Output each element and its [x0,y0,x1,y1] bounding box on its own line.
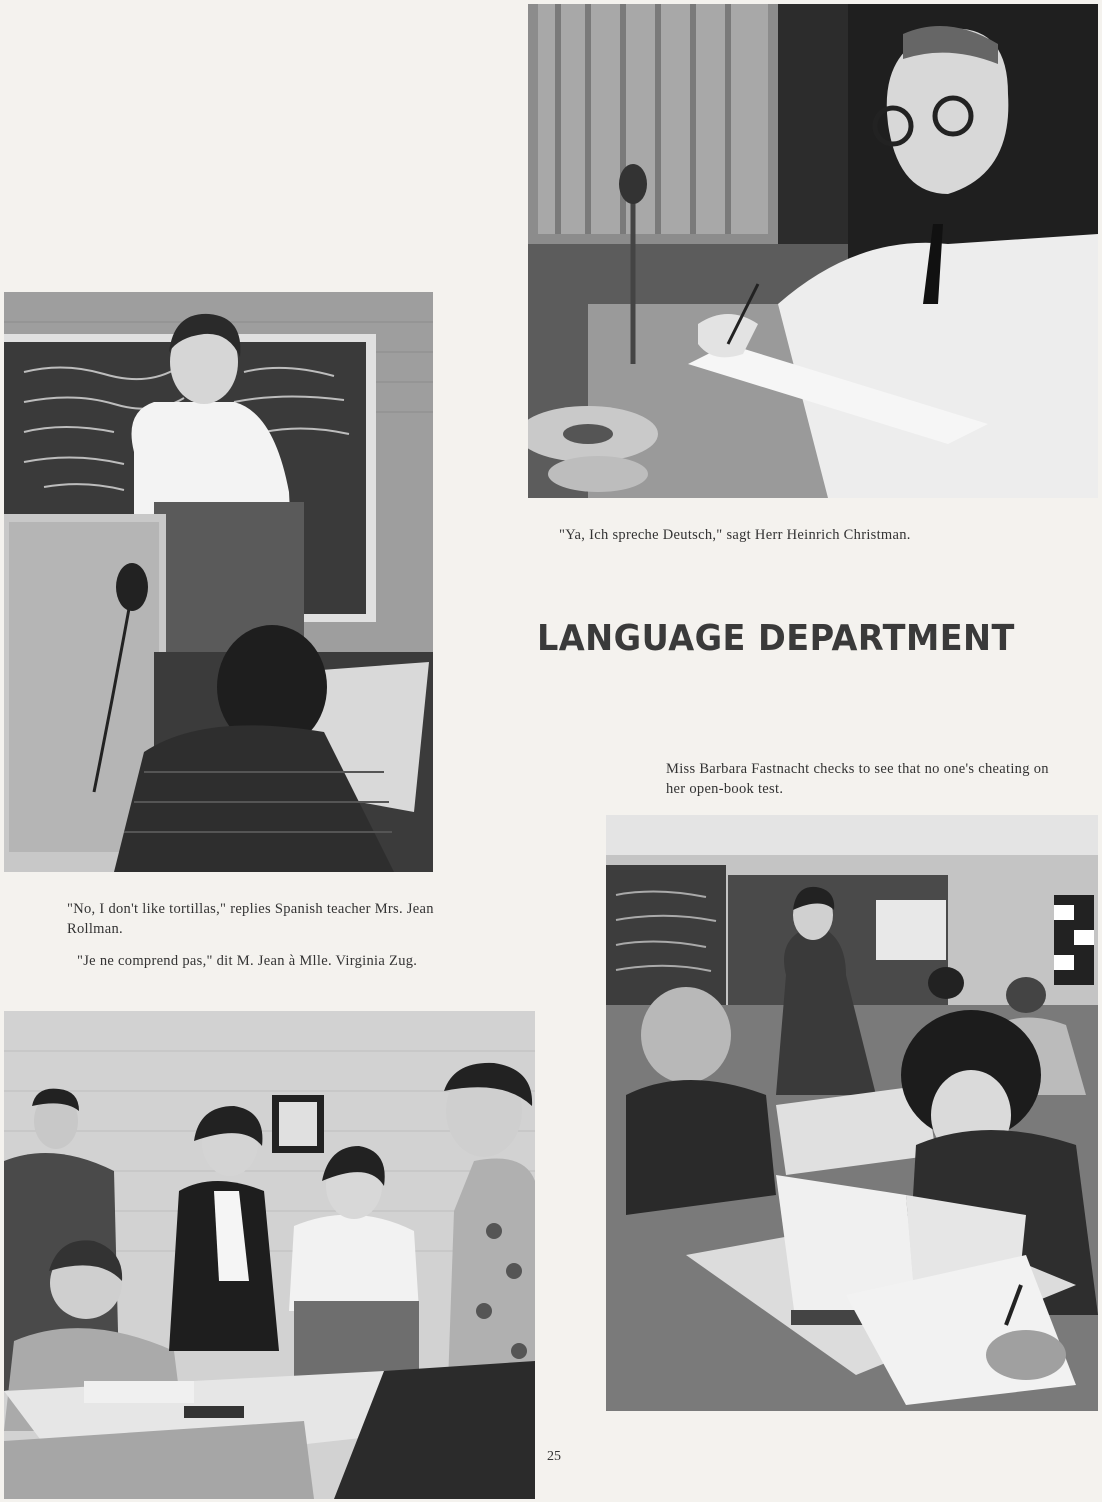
page-title: LANGUAGE DEPARTMENT [537,618,1015,659]
photo-spanish-teacher [4,292,433,872]
page-number: 25 [547,1449,561,1464]
photo-classroom-test [606,815,1098,1411]
photo-german-teacher [528,4,1098,498]
caption-german: "Ya, Ich spreche Deutsch," sagt Herr Heinrich Christman. [559,527,911,543]
caption-french: "Je ne comprend pas," dit M. Jean à Mlle. Virginia Zug. [77,953,418,969]
caption-test: Miss Barbara Fastnacht checks to see that no one's cheating on her open-book test. [666,761,1049,797]
photo-french-group [4,1011,535,1499]
caption-spanish: "No, I don't like tortillas," replies Spanish teacher Mrs. Jean Rollman. [67,901,434,937]
